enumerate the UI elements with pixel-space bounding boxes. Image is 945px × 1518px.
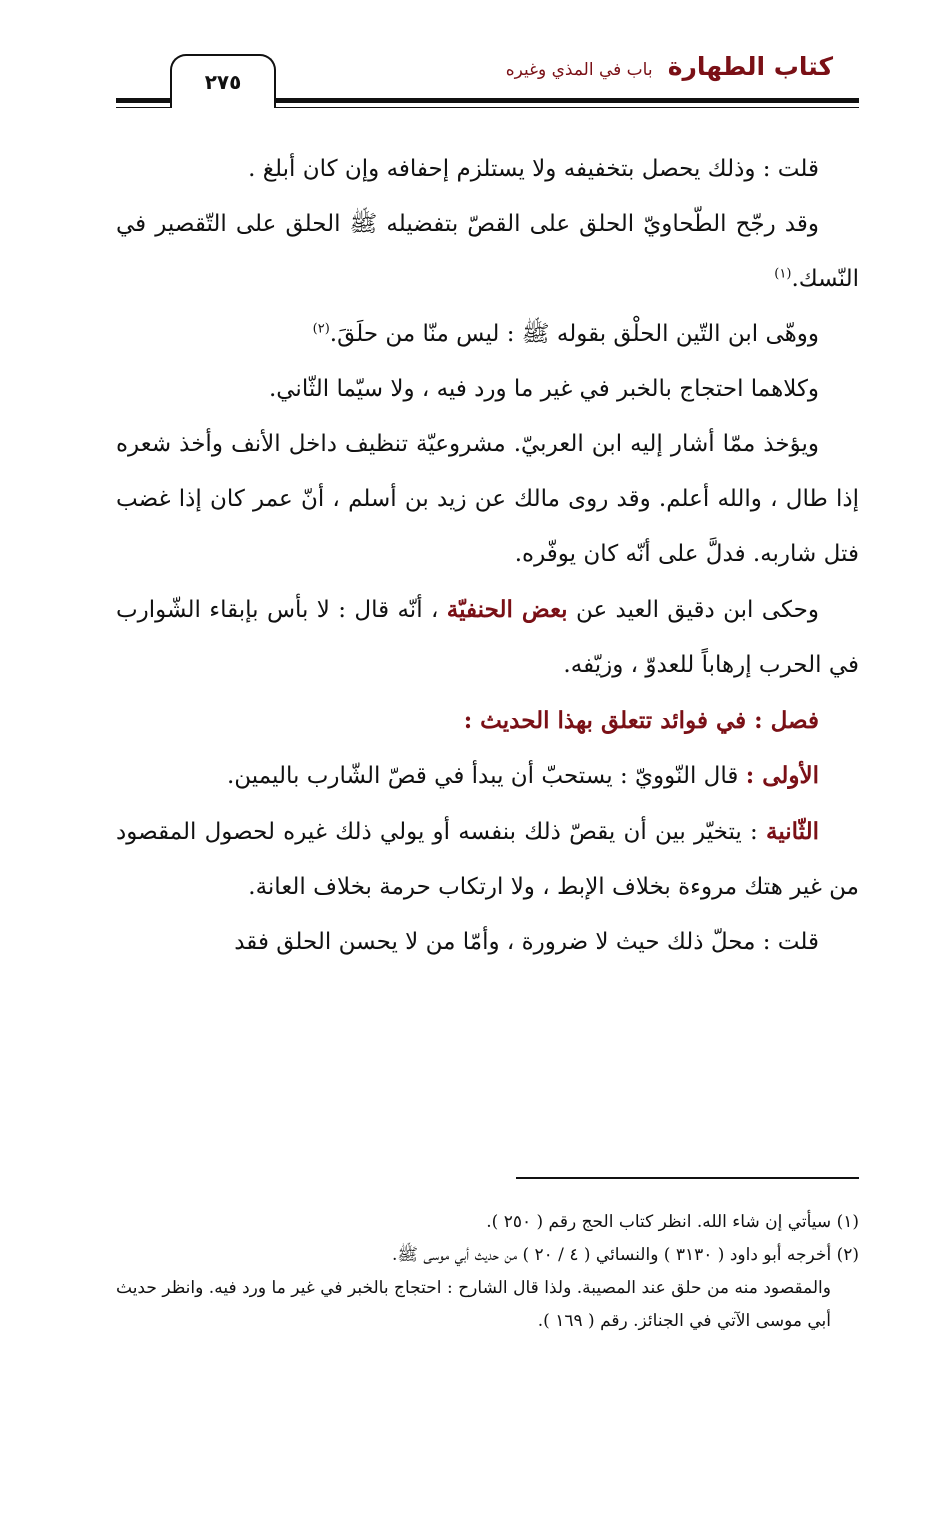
paragraph-7 bbox=[116, 748, 859, 804]
paragraph-7-text: قال النّوويّ : يستحبّ أن يبدأ في قصّ الشّارب باليمين. bbox=[226, 763, 739, 789]
book-title: كتاب الطهارة bbox=[667, 52, 833, 81]
paragraph-6-post: ، أنّه قال : لا بأس بإبقاء الشّوارب في الحرب إرهاباً للعدوّ ، وزيّفه. bbox=[116, 597, 859, 678]
paragraph-3 bbox=[116, 307, 859, 362]
footnote-ref-2: (٢) bbox=[312, 321, 330, 337]
paragraph-2 bbox=[116, 197, 859, 307]
page-number: ٢٧٥ bbox=[170, 54, 276, 108]
point-1-label: الأولى : bbox=[745, 762, 819, 789]
main-text bbox=[116, 142, 859, 970]
paragraph-9: قلت : محلّ ذلك حيث لا ضرورة ، وأمّا من لا يحسن الحلق فقد bbox=[234, 929, 819, 955]
footnote-divider bbox=[516, 1177, 859, 1179]
footnotes bbox=[116, 1206, 859, 1338]
footnote-1: (١) سيأتي إن شاء الله. انظر كتاب الحج رقم ( ٢٥٠ ). bbox=[486, 1212, 859, 1232]
section-heading: فصل : في فوائد تتعلق بهذا الحديث : bbox=[463, 707, 819, 734]
footnote-2-continuation: والمقصود منه من حلق عند المصيبة. ولذا قال الشارح : احتجاج بالخبر في غير ما ورد فيه. وانظر حديث أبي موسى الآتي في الجنائز. رقم ( ١٦٩ ). bbox=[116, 1278, 831, 1331]
paragraph-6 bbox=[116, 582, 859, 693]
paragraph-6-pre: وحكى ابن دقيق العيد عن bbox=[575, 597, 820, 623]
paragraph-1: قلت : وذلك يحصل بتخفيفه ولا يستلزم إحفافه وإن كان أبلغ . bbox=[248, 156, 819, 182]
paragraph-8-text: : يتخيّر بين أن يقصّ ذلك بنفسه أو يولي ذلك غيره لحصول المقصود من غير هتك مروءة بخلاف الإبط ، ولا ارتكاب حرمة بخلاف العانة. bbox=[116, 819, 859, 900]
footnote-2: (٢) أخرجه أبو داود ( ٣١٣٠ ) والنسائي ( ٤ / ٢٠ ) من حديث أبي موسى ﷺ. bbox=[391, 1245, 859, 1265]
paragraph-2-text: وقد رجّح الطّحاويّ الحلق على القصّ بتفضيله ﷺ الحلق على التّقصير في النّسك. bbox=[116, 211, 859, 292]
highlighted-term: بعض الحنفيّة bbox=[446, 596, 568, 623]
chapter-title: باب في المذي وغيره bbox=[505, 60, 653, 80]
paragraph-5: ويؤخذ ممّا أشار إليه ابن العربيّ. مشروعيّة تنظيف داخل الأنف وأخذ شعره إذا طال ، والله أعلم. وقد روى مالك عن زيد بن أسلم ، أنّ عمر كان إذا غضب فتل شاربه. فدلَّ على أنّه كان يوفّره. bbox=[116, 431, 859, 567]
point-2-label: الثّانية bbox=[765, 818, 820, 845]
paragraph-3-text: ووهّى ابن التّين الحلْق بقوله ﷺ : ليس منّا من حلَقَ. bbox=[329, 321, 819, 347]
paragraph-4: وكلاهما احتجاج بالخبر في غير ما ورد فيه ، ولا سيّما الثّاني. bbox=[268, 376, 819, 402]
footnote-ref-1: (١) bbox=[774, 266, 792, 282]
running-header bbox=[506, 52, 833, 81]
paragraph-8 bbox=[116, 804, 859, 915]
